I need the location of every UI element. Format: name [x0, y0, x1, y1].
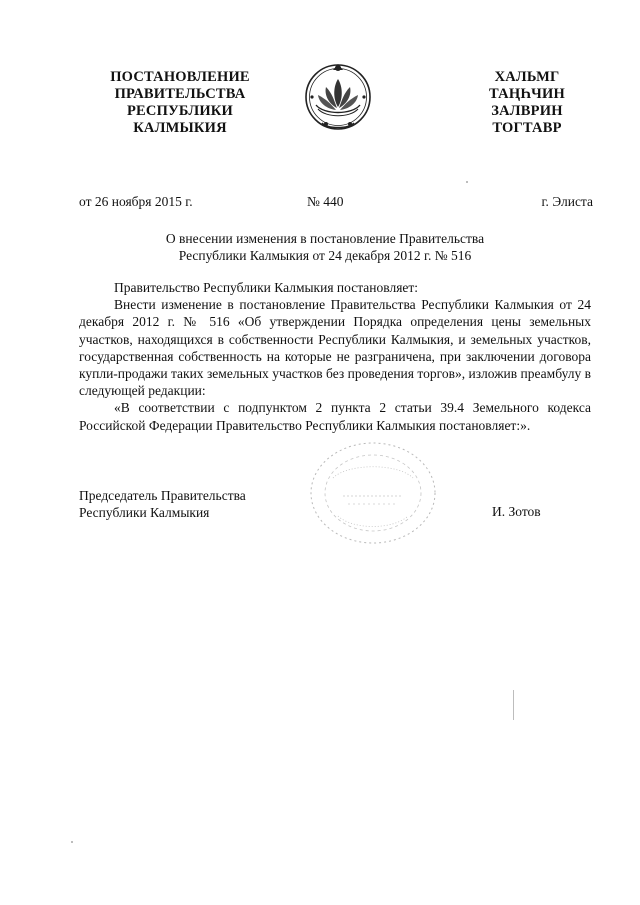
signatory-name: И. Зотов	[492, 504, 541, 519]
scan-speck	[71, 841, 73, 843]
header-right-line: ТАҢҺЧИН	[489, 86, 565, 102]
header-right-line: ХАЛЬМГ	[494, 69, 560, 85]
header-left-line: РЕСПУБЛИКИ	[126, 103, 234, 119]
document-body	[79, 279, 591, 434]
document-city: г. Элиста	[541, 194, 593, 209]
document-subject	[80, 230, 570, 264]
subject-line: О внесении изменения в постановление Правительства	[165, 231, 485, 246]
header-right-title	[462, 69, 592, 137]
signatory-title-line: Республики Калмыкия	[79, 505, 210, 520]
scan-speck	[513, 690, 514, 720]
body-intro: Правительство Республики Калмыкия постановляет:	[114, 280, 419, 295]
official-seal-stamp-icon	[303, 438, 443, 548]
header-left-line: ПРАВИТЕЛЬСТВА	[114, 86, 246, 102]
kalmykia-coat-of-arms-icon	[302, 57, 374, 137]
document-number: № 440	[307, 194, 344, 209]
scan-speck	[466, 181, 468, 183]
header-left-line: ПОСТАНОВЛЕНИЕ	[110, 69, 250, 85]
signatory-title-line: Председатель Правительства	[79, 488, 246, 503]
document-date: от 26 ноября 2015 г.	[79, 194, 193, 209]
header-right-line: ТОГТАВР	[492, 120, 562, 136]
header-left-title	[95, 69, 265, 137]
header-right-line: ЗАЛВРИН	[491, 103, 563, 119]
signatory-title	[79, 487, 246, 521]
body-paragraph: «В соответствии с подпунктом 2 пункта 2 статьи 39.4 Земельного кодекса Российской Федерации Правительство Республики Калмыкия постановляет:».	[79, 400, 591, 433]
body-paragraph: Внести изменение в постановление Правительства Республики Калмыкия от 24 декабря 2012 г. № 516 «Об утверждении Порядка определения цены земельных участков, находящихся в собственности Республики Калмыкия, и земельных участков, государственная собственность на которые не разграничена, при заключении договора купли-продажи таких земельных участков без проведения торгов», изложив преамбулу в следующей редакции:	[79, 297, 591, 399]
subject-line: Республики Калмыкия от 24 декабря 2012 г. № 516	[178, 248, 472, 263]
header-left-line: КАЛМЫКИЯ	[133, 120, 227, 136]
